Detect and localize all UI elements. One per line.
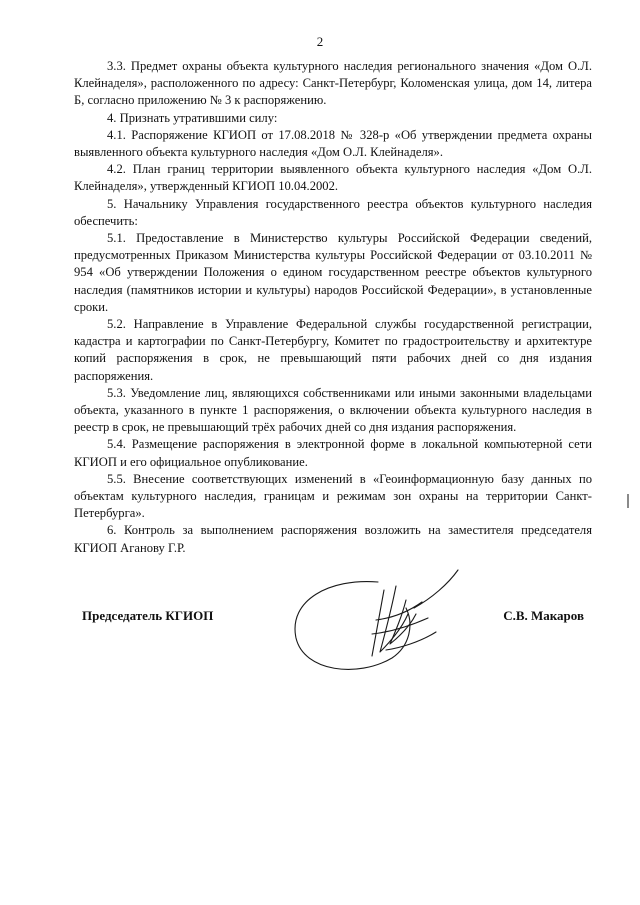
signer-name: С.В. Макаров [503, 608, 584, 623]
paragraph-5-2: 5.2. Направление в Управление Федеральной службы государственной регистрации, кадастра и картографии по Санкт-Петербургу, Комитет по градостроительству и архитектуре копий распоряжения в срок, не превышающий пяти рабочих дней со дня издания распоряжения. [74, 317, 592, 383]
handwritten-signature [260, 560, 480, 690]
paragraph-5: 5. Начальнику Управления государственного реестра объектов культурного наследия обеспечить: [74, 196, 592, 228]
paragraph-4-1: 4.1. Распоряжение КГИОП от 17.08.2018 № 328-р «Об утверждении предмета охраны выявленного объекта культурного наследия «Дом О.Л. Клейнаделя». [74, 127, 592, 160]
paragraph-5-4: 5.4. Размещение распоряжения в электронной форме в локальной компьютерной сети КГИОП и его официальное опубликование. [74, 437, 592, 469]
paragraph-3-3: 3.3. Предмет охраны объекта культурного наследия регионального значения «Дом О.Л. Клейнаделя», расположенного по адресу: Санкт-Петербург, Коломенская улица, дом 14, литера Б, согласно приложению № 3 к распоряжению. [74, 59, 592, 108]
paragraph-5-3: 5.3. Уведомление лиц, являющихся собственниками или иными законными владельцами объекта, указанного в пункте 1 распоряжения, о включении объекта культурного наследия в реестр в срок, не превышающий трёх рабочих дней со дня издания распоряжения. [74, 385, 592, 435]
paragraph-5-1: 5.1. Предоставление в Министерство культуры Российской Федерации сведений, предусмотренных Приказом Министерства культуры Российской Федерации от 03.10.2011 № 954 «Об утверждении Положения о едином государственном реестре объектов культурного наследия (памятников истории и культуры) народов Российской Федерации», в установленные сроки. [74, 231, 592, 314]
signer-position: Председатель КГИОП [82, 608, 214, 623]
paragraph-4-2: 4.2. План границ территории выявленного объекта культурного наследия «Дом О.Л. Клейнаделя», утвержденный КГИОП 10.04.2002. [74, 162, 592, 194]
margin-mark [627, 494, 629, 508]
paragraph-5-5: 5.5. Внесение соответствующих изменений в «Геоинформационную базу данных по объектам культурного наследия, границам и режимам зон охраны на территории Санкт-Петербурга». [74, 471, 592, 521]
paragraph-6: 6. Контроль за выполнением распоряжения возложить на заместителя председателя КГИОП Аганову Г.Р. [74, 523, 592, 555]
page-number: 2 [316, 34, 324, 49]
document-body [74, 58, 592, 557]
paragraph-4: 4. Признать утратившими силу: [107, 110, 278, 125]
